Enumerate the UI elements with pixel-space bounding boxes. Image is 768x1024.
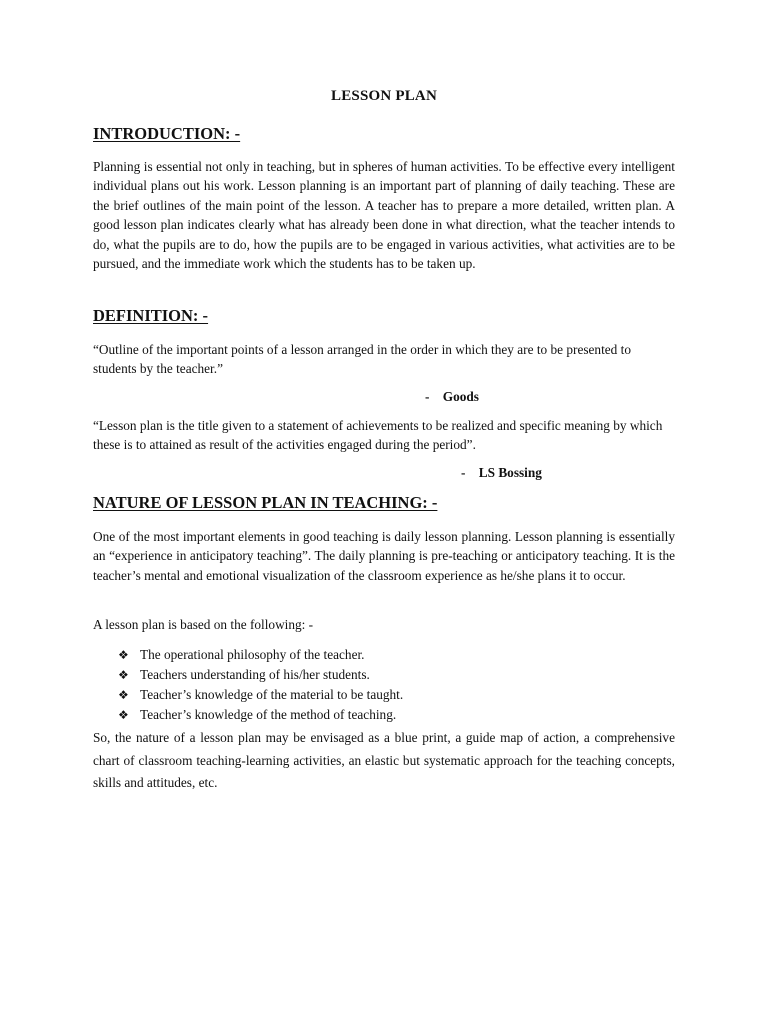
list-item-text: Teacher’s knowledge of the material to be taught. [140,687,404,702]
definition-heading: DEFINITION: - [93,306,209,325]
list-item-text: Teachers understanding of his/her students. [140,667,370,682]
list-item-text: The operational philosophy of the teacher. [140,647,365,662]
diamond-cross-bullet-icon: ❖ [118,668,129,682]
definition-attribution-2: - LS Bossing [461,465,542,480]
list-item [118,705,403,725]
list-intro: A lesson plan is based on the following: - [93,617,314,632]
list-item [118,665,403,685]
definition-quote-2: “Lesson plan is the title given to a statement of achievements to be realized and specific meaning by which these is to attained as result of the activities engaged during the period”. [93,418,663,453]
basis-list [118,645,403,725]
list-item [118,645,403,665]
document-title: LESSON PLAN [331,88,437,104]
definition-attribution-1: - Goods [425,389,479,404]
nature-paragraph: One of the most important elements in good teaching is daily lesson planning. Lesson planning is essentially an “experience in anticipatory teaching”. The daily planning is pre-teaching or anticipatory teaching. It is the teacher’s mental and emotional visualization of the classroom experience as he/she plans it to occur. [93,529,675,583]
nature-conclusion: So, the nature of a lesson plan may be envisaged as a blue print, a guide map of action, a comprehensive chart of classroom teaching-learning activities, an elastic but systematic approach for the teaching concepts, skills and attitudes, etc. [93,730,675,790]
list-item [118,685,403,705]
diamond-cross-bullet-icon: ❖ [118,648,129,662]
list-item-text: Teacher’s knowledge of the method of teaching. [140,707,397,722]
diamond-cross-bullet-icon: ❖ [118,688,129,702]
introduction-heading: INTRODUCTION: - [93,124,241,143]
diamond-cross-bullet-icon: ❖ [118,708,129,722]
nature-heading: NATURE OF LESSON PLAN IN TEACHING: - [93,493,438,512]
introduction-paragraph: Planning is essential not only in teaching, but in spheres of human activities. To be effective every intelligent individual plans out his work. Lesson planning is an important part of planning of daily teaching. These are the brief outlines of the main point of the lesson. A teacher has to prepare a more detailed, written plan. A good lesson plan indicates clearly what has already been done in what direction, what the teacher intends to do, what the pupils are to do, how the pupils are to be engaged in various activities, what activities are to be pursued, and the immediate work which the students has to be taken up. [93,159,675,272]
definition-quote-1: “Outline of the important points of a lesson arranged in the order in which they are to be presented to students by the teacher.” [93,342,631,377]
